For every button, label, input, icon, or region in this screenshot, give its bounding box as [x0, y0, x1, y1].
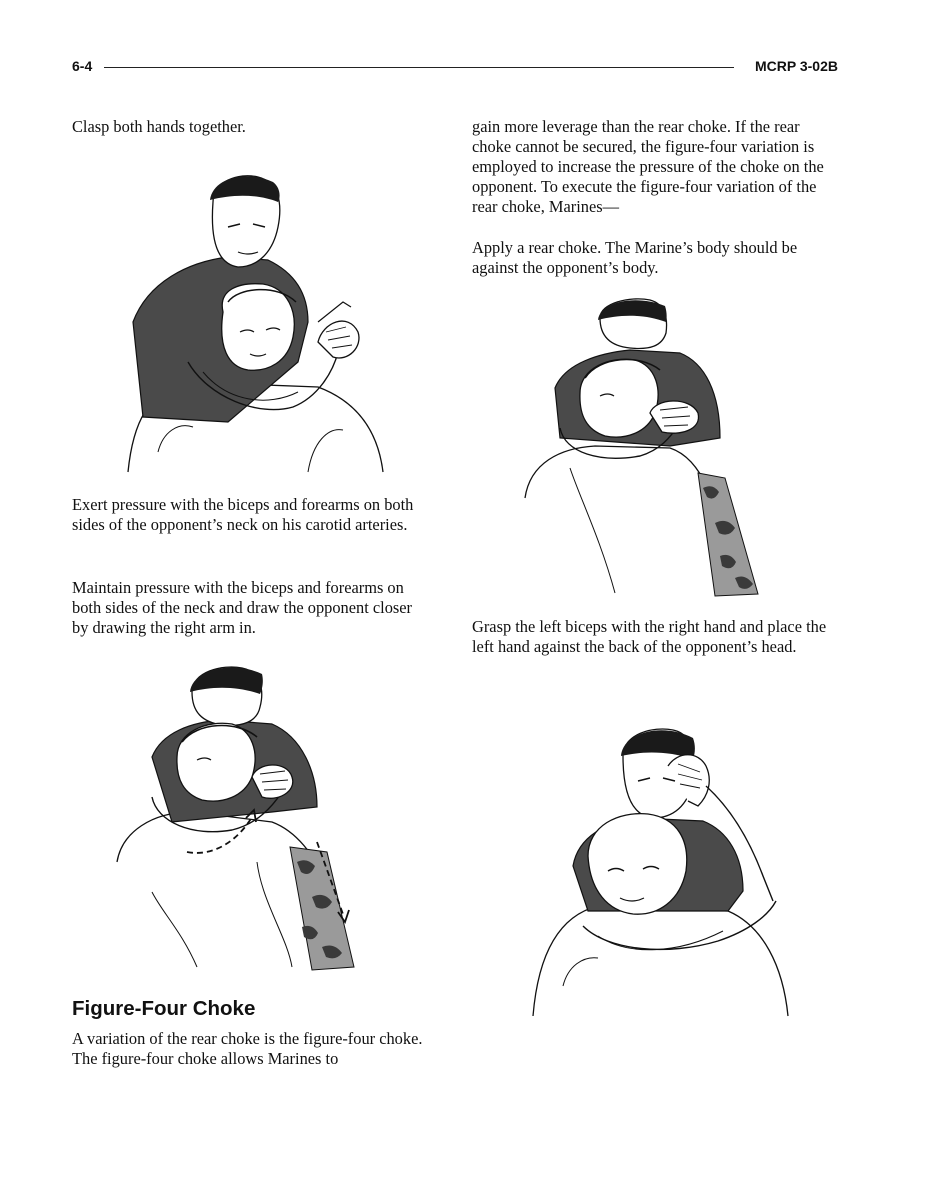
publication-id: MCRP 3-02B — [755, 58, 838, 74]
left-paragraph-maintain-pressure: Maintain pressure with the biceps and forearms on both sides of the neck and draw the opponent closer by drawing the right arm in. — [72, 578, 413, 637]
right-paragraph-leverage: gain more leverage than the rear choke. If the rear choke cannot be secured, the figure-four variation is employed to increase the pressure of the choke on the opponent. To execute the figure-four variation of the rear choke, Marines— — [472, 117, 824, 216]
figure-rear-choke-draw-in — [112, 662, 392, 974]
header-rule — [104, 67, 734, 68]
left-paragraph-exert-pressure: Exert pressure with the biceps and forearms on both sides of the opponent’s neck on his carotid arteries. — [72, 495, 414, 534]
figure-rear-choke-clasp — [118, 172, 388, 482]
figure-apply-rear-choke — [520, 298, 780, 598]
right-paragraph-grasp-biceps: Grasp the left biceps with the right hand and place the left hand against the back of the opponent’s head. — [472, 617, 827, 656]
left-paragraph-figure-four-intro: A variation of the rear choke is the figure-four choke. The figure-four choke allows Marines to — [72, 1029, 423, 1068]
figure-figure-four-choke — [528, 726, 800, 1020]
left-paragraph-clasp: Clasp both hands together. — [72, 117, 246, 136]
page-number: 6-4 — [72, 58, 93, 74]
section-heading-figure-four-choke: Figure-Four Choke — [72, 997, 256, 1020]
right-paragraph-apply-rear-choke: Apply a rear choke. The Marine’s body should be against the opponent’s body. — [472, 238, 798, 277]
